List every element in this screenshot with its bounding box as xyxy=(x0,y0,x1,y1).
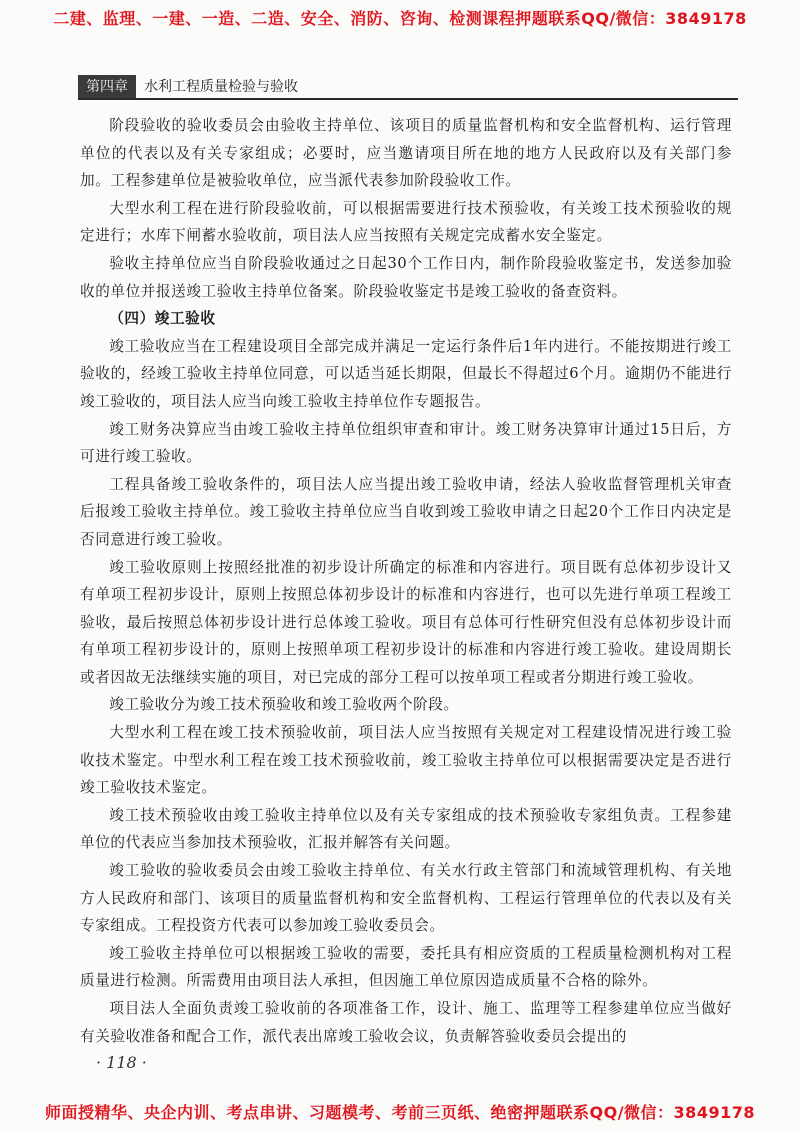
paragraph: 竣工技术预验收由竣工验收主持单位以及有关专家组成的技术预验收专家组负责。工程参建单位的代表应当参加技术预验收，汇报并解答有关问题。 xyxy=(80,806,732,852)
paragraph: 验收主持单位应当自阶段验收通过之日起30个工作日内，制作阶段验收鉴定书，发送参加验收的单位并报送竣工验收主持单位备案。阶段验收鉴定书是竣工验收的备查资料。 xyxy=(80,254,732,300)
page-number: · 118 · xyxy=(96,1053,147,1072)
section-heading: （四）竣工验收 xyxy=(109,310,216,328)
chapter-tag: 第四章 xyxy=(78,75,136,98)
paragraph: 竣工验收分为竣工技术预验收和竣工验收两个阶段。 xyxy=(109,696,459,714)
paragraph: 竣工验收的验收委员会由竣工验收主持单位、有关水行政主管部门和流域管理机构、有关地方人民政府和部门、该项目的质量监督机构和安全监督机构、工程运行管理单位的代表以及有关专家组成。工程投资方代表可以参加竣工验收委员会。 xyxy=(80,862,732,935)
paragraph: 工程具备竣工验收条件的，项目法人应当提出竣工验收申请，经法人验收监督管理机关审查后报竣工验收主持单位。竣工验收主持单位应当自收到竣工验收申请之日起20个工作日内决定是否同意进行竣工验收。 xyxy=(80,475,732,548)
paragraph: 项目法人全面负责竣工验收前的各项准备工作，设计、施工、监理等工程参建单位应当做好有关验收准备和配合工作，派代表出席竣工验收会议，负责解答验收委员会提出的 xyxy=(80,1000,732,1045)
chapter-title: 水利工程质量检验与验收 xyxy=(144,79,298,95)
paragraph: 阶段验收的验收委员会由验收主持单位、该项目的质量监督机构和安全监督机构、运行管理单位的代表以及有关专家组成；必要时，应当邀请项目所在地的地方人民政府以及有关部门参加。工程参建单位是被验收单位，应当派代表参加阶段验收工作。 xyxy=(80,117,732,190)
chapter-header xyxy=(78,76,738,100)
bottom-promo-banner: 师面授精华、央企内训、考点串讲、习题模考、考前三页纸、绝密押题联系QQ/微信：3849178 xyxy=(45,1103,755,1122)
paragraph: 竣工验收应当在工程建设项目全部完成并满足一定运行条件后1年内进行。不能按期进行竣工验收的，经竣工验收主持单位同意，可以适当延长期限，但最长不得超过6个月。逾期仍不能进行竣工验收的，项目法人应当向竣工验收主持单位作专题报告。 xyxy=(80,337,732,410)
paragraph: 竣工验收主持单位可以根据竣工验收的需要，委托具有相应资质的工程质量检测机构对工程质量进行检测。所需费用由项目法人承担，但因施工单位原因造成质量不合格的除外。 xyxy=(80,944,732,990)
top-promo-banner: 二建、监理、一建、一造、二造、安全、消防、咨询、检测课程押题联系QQ/微信：3849178 xyxy=(53,9,747,28)
paragraph: 竣工财务决算应当由竣工验收主持单位组织审查和审计。竣工财务决算审计通过15日后，方可进行竣工验收。 xyxy=(80,420,732,466)
paragraph: 竣工验收原则上按照经批准的初步设计所确定的标准和内容进行。项目既有总体初步设计又有单项工程初步设计，原则上按照总体初步设计的标准和内容进行，也可以先进行单项工程竣工验收，最后按照总体初步设计进行总体竣工验收。项目有总体可行性研究但没有总体初步设计而有单项工程初步设计的，原则上按照单项工程初步设计的标准和内容进行竣工验收。建设周期长或者因故无法继续实施的项目，对已完成的部分工程可以按单项工程或者分期进行竣工验收。 xyxy=(80,558,732,686)
paragraph: 大型水利工程在进行阶段验收前，可以根据需要进行技术预验收，有关竣工技术预验收的规定进行；水库下闸蓄水验收前，项目法人应当按照有关规定完成蓄水安全鉴定。 xyxy=(80,199,732,245)
page-body xyxy=(80,112,732,1050)
paragraph: 大型水利工程在竣工技术预验收前，项目法人应当按照有关规定对工程建设情况进行竣工验收技术鉴定。中型水利工程在竣工技术预验收前，竣工验收主持单位可以根据需要决定是否进行竣工验收技术鉴定。 xyxy=(80,724,732,797)
